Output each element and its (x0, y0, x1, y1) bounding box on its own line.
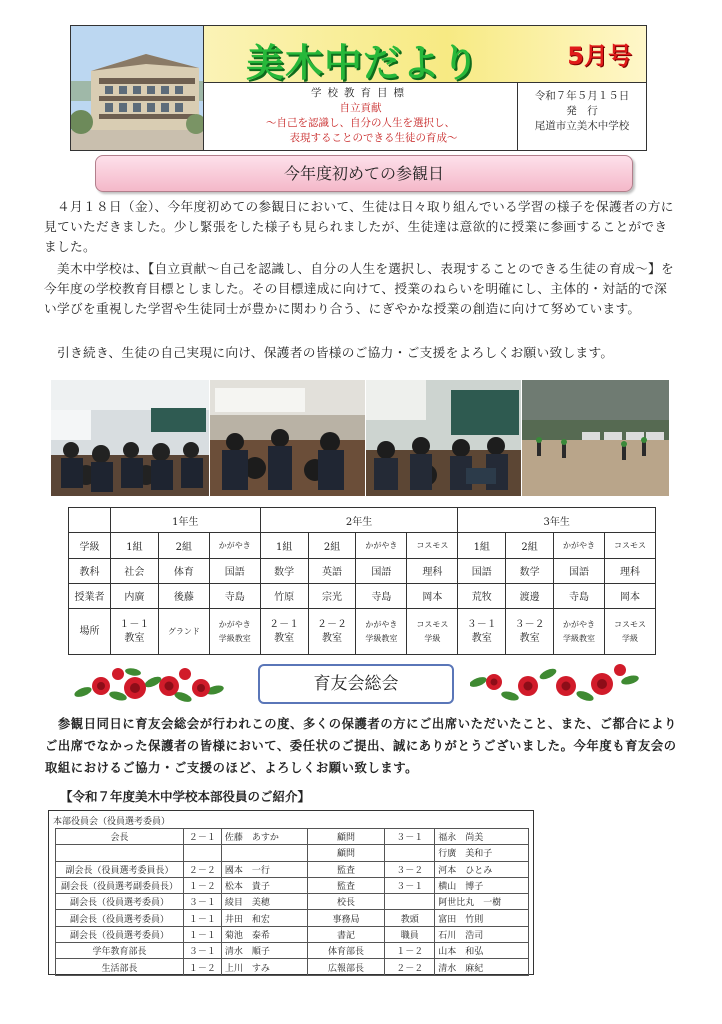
teacher-cell: 竹原 (260, 583, 308, 608)
officer-cell: 松本 貴子 (221, 877, 307, 893)
place-row (69, 609, 656, 655)
class-cell: かがやき (209, 533, 260, 558)
class-cell: かがやき (554, 533, 605, 558)
class-row (69, 533, 656, 558)
publisher: 尾道市立美木中学校 (534, 120, 630, 132)
officer-cell: 監査 (307, 877, 385, 893)
subject-cell: 英語 (308, 558, 356, 583)
officer-cell: ３－１ (183, 943, 221, 959)
place-top: コスモス (613, 619, 646, 629)
officer-cell: 体育部長 (307, 943, 385, 959)
place-top: ３－２ (514, 618, 545, 630)
place-top: かがやき (563, 619, 596, 629)
officer-cell: 清水 順子 (221, 943, 307, 959)
open-class-schedule-table (68, 507, 656, 655)
issue-label: 5月号 (567, 42, 632, 70)
officer-cell: 事務局 (307, 910, 385, 926)
officer-cell: １－２ (183, 959, 221, 975)
officer-cell: 書記 (307, 926, 385, 942)
officer-cell: 副会長（役員選考副委員長） (56, 877, 184, 893)
officer-row (56, 829, 529, 845)
class-cell: 1組 (260, 533, 308, 558)
class-photo-1 (51, 380, 209, 496)
place-top: かがやき (218, 619, 251, 629)
place-top: かがやき (365, 619, 398, 629)
teacher-cell: 寺島 (554, 583, 605, 608)
newsletter-title: 美木中だより (246, 41, 481, 85)
grade-header-row (69, 508, 656, 533)
officer-cell: １－２ (183, 877, 221, 893)
officer-cell: 行廣 美和子 (435, 845, 529, 861)
officer-cell: 菊池 泰希 (221, 926, 307, 942)
officer-row (56, 959, 529, 975)
officer-row (56, 845, 529, 861)
teacher-cell: 渡邊 (506, 583, 554, 608)
teacher-cell: 荒牧 (458, 583, 506, 608)
class-photos (51, 380, 669, 496)
place-bottom: 教室 (471, 632, 492, 644)
officer-cell: 阿世比丸 一樹 (435, 894, 529, 910)
officer-cell: 監査 (307, 861, 385, 877)
class-photo-3 (366, 380, 521, 496)
officer-row (56, 894, 529, 910)
officer-cell: １－１ (183, 926, 221, 942)
place-top: コスモス (416, 619, 449, 629)
grade-3-header: 3年生 (458, 508, 656, 533)
officer-cell: 職員 (385, 926, 435, 942)
place-bottom: 教室 (519, 632, 540, 644)
place-cell (604, 609, 655, 655)
officer-cell: 山本 和弘 (435, 943, 529, 959)
officer-cell: ３－２ (385, 861, 435, 877)
teacher-cell: 宗光 (308, 583, 356, 608)
officer-cell: 顧問 (307, 829, 385, 845)
subject-cell: 社会 (111, 558, 159, 583)
place-bottom: 教室 (274, 632, 295, 644)
officer-row (56, 926, 529, 942)
place-cell (111, 609, 159, 655)
goal-main: 自立貢献 (339, 102, 382, 114)
place-bottom: グランド (167, 626, 200, 636)
officer-cell: ２－２ (385, 959, 435, 975)
officer-cell: 國本 一行 (221, 861, 307, 877)
place-cell (209, 609, 260, 655)
open-class-paragraph-3: 引き続き、生徒の自己実現に向け、保護者の皆様のご協力・ご支援をよろしくお願い致します。 (44, 345, 614, 360)
place-cell (458, 609, 506, 655)
officer-cell: 顧問 (307, 845, 385, 861)
place-cell (356, 609, 407, 655)
officers-caption: 本部役員会（役員選考委員） (53, 817, 171, 827)
officer-cell: 井田 和宏 (221, 910, 307, 926)
place-bottom: 学級教室 (365, 633, 398, 643)
rose-decoration-right (470, 660, 640, 709)
officer-cell: ２－２ (183, 861, 221, 877)
officer-cell: 石川 浩司 (435, 926, 529, 942)
place-top: ３－１ (466, 618, 497, 630)
place-bottom: 学級教室 (563, 633, 596, 643)
class-cell: 1組 (458, 533, 506, 558)
class-photo-4 (522, 380, 669, 496)
officer-cell (385, 845, 435, 861)
open-class-paragraph-2: 美木中学校は、【自立貢献～自己を認識し、自分の人生を選択し、表現することのできる生徒の育成～】を今年度の学校教育目標としました。その目標達成に向けて、授業のねらいを明確にし、主体的・対話的で深い学びを重視した学習や生徒同士が豊かに関わり合う、にぎやかな授業の創造に向けて努めています。 (44, 261, 675, 316)
teacher-cell: 岡本 (407, 583, 458, 608)
officer-cell: 富田 竹則 (435, 910, 529, 926)
class-cell: かがやき (356, 533, 407, 558)
officer-cell: 副会長（役員選考委員長） (56, 861, 184, 877)
officer-row (56, 943, 529, 959)
subject-cell: 数学 (506, 558, 554, 583)
officer-cell: 校長 (307, 894, 385, 910)
place-bottom: 学級教室 (218, 633, 251, 643)
officer-row (56, 861, 529, 877)
place-bottom: 学級 (424, 633, 441, 643)
officer-cell: 綾目 美穂 (221, 894, 307, 910)
subject-row (69, 558, 656, 583)
class-cell: コスモス (407, 533, 458, 558)
subject-cell: 国語 (209, 558, 260, 583)
place-cell (407, 609, 458, 655)
subject-cell: 理科 (604, 558, 655, 583)
place-cell (260, 609, 308, 655)
officer-cell: １－１ (183, 910, 221, 926)
class-cell: 2組 (158, 533, 209, 558)
issued-label: 発 行 (566, 105, 598, 117)
officer-cell: ３－１ (385, 877, 435, 893)
pta-meeting-paragraph: 参観日同日に育友会総会が行われこの度、多くの保護者の方にご出席いただいたこと、また、ご都合によりご出席でなかった保護者の皆様において、委任状のご提出、誠にありがとうございました。今年度も育友会の取組におけるご協力・ご支援のほど、よろしくお願い致します。 (45, 717, 677, 775)
issue-date: 令和７年５月１５日 (534, 90, 630, 102)
subject-cell: 国語 (356, 558, 407, 583)
teacher-cell: 寺島 (356, 583, 407, 608)
place-top: １－１ (119, 618, 150, 630)
class-cell: 2組 (308, 533, 356, 558)
subject-cell: 数学 (260, 558, 308, 583)
place-bottom: 教室 (322, 632, 343, 644)
officer-cell: ３－１ (183, 894, 221, 910)
teacher-row (69, 583, 656, 608)
subject-cell: 理科 (407, 558, 458, 583)
officer-cell: 佐藤 あすか (221, 829, 307, 845)
school-building-photo (71, 26, 204, 150)
goal-line-2: 表現することのできる生徒の育成～ (289, 132, 458, 144)
officer-cell: 福永 尚美 (435, 829, 529, 845)
class-photo-2 (210, 380, 365, 496)
subject-cell: 国語 (458, 558, 506, 583)
issue-info (517, 83, 646, 150)
officer-row (56, 910, 529, 926)
teacher-cell: 内廣 (111, 583, 159, 608)
teacher-cell: 岡本 (604, 583, 655, 608)
officer-cell (221, 845, 307, 861)
row-label: 授業者 (69, 583, 111, 608)
place-cell (308, 609, 356, 655)
section-title-pta-meeting: 育友会総会 (258, 664, 454, 704)
officers-table (55, 828, 529, 976)
subject-cell: 体育 (158, 558, 209, 583)
newsletter-header (70, 25, 647, 151)
school-goal (204, 83, 517, 150)
officer-cell: ２－１ (183, 829, 221, 845)
place-top: ２－２ (317, 618, 348, 630)
goal-line-1: ～自己を認識し、自分の人生を選択し、 (266, 117, 455, 129)
officer-cell (56, 845, 184, 861)
officer-cell: １－２ (385, 943, 435, 959)
teacher-cell: 寺島 (209, 583, 260, 608)
place-cell (158, 609, 209, 655)
place-bottom: 教室 (124, 632, 145, 644)
officer-cell (183, 845, 221, 861)
grade-2-header: 2年生 (260, 508, 458, 533)
row-label: 教科 (69, 558, 111, 583)
officer-cell (385, 894, 435, 910)
officer-cell: 生活部長 (56, 959, 184, 975)
officer-cell: 副会長（役員選考委員） (56, 926, 184, 942)
rose-decoration-left (73, 662, 225, 711)
officer-cell: 学年教育部長 (56, 943, 184, 959)
class-cell: 2組 (506, 533, 554, 558)
teacher-cell: 後藤 (158, 583, 209, 608)
place-cell (506, 609, 554, 655)
section-title-open-class: 今年度初めての参観日 (95, 155, 633, 192)
corner-cell (69, 508, 111, 533)
place-bottom: 学級 (621, 633, 638, 643)
officer-cell: 副会長（役員選考委員） (56, 910, 184, 926)
officers-box (48, 810, 534, 975)
officer-cell: 清水 麻紀 (435, 959, 529, 975)
officer-cell: 横山 博子 (435, 877, 529, 893)
officer-cell: 副会長（役員選考委員） (56, 894, 184, 910)
officer-row (56, 877, 529, 893)
grade-1-header: 1年生 (111, 508, 261, 533)
row-label: 場所 (69, 609, 111, 655)
row-label: 学級 (69, 533, 111, 558)
officer-cell: 上川 すみ (221, 959, 307, 975)
title-band (204, 26, 646, 83)
class-cell: 1組 (111, 533, 159, 558)
officers-section-title: 【令和７年度美木中学校本部役員のご紹介】 (60, 789, 311, 804)
open-class-paragraph-1: ４月１８日（金）、今年度初めての参観日において、生徒は日々取り組んでいる学習の様子を保護者の方に見ていただきました。少し緊張をした様子も見られましたが、生徒達は意欲的に授業に参画することができました。 (44, 199, 674, 254)
officer-cell: 教頭 (385, 910, 435, 926)
subject-cell: 国語 (554, 558, 605, 583)
place-cell (554, 609, 605, 655)
officer-cell: ３－１ (385, 829, 435, 845)
officer-cell: 広報部長 (307, 959, 385, 975)
goal-heading: 学校教育目標 (311, 87, 410, 99)
officer-cell: 河本 ひとみ (435, 861, 529, 877)
class-cell: コスモス (604, 533, 655, 558)
place-top: ２－１ (269, 618, 300, 630)
officer-cell: 会長 (56, 829, 184, 845)
